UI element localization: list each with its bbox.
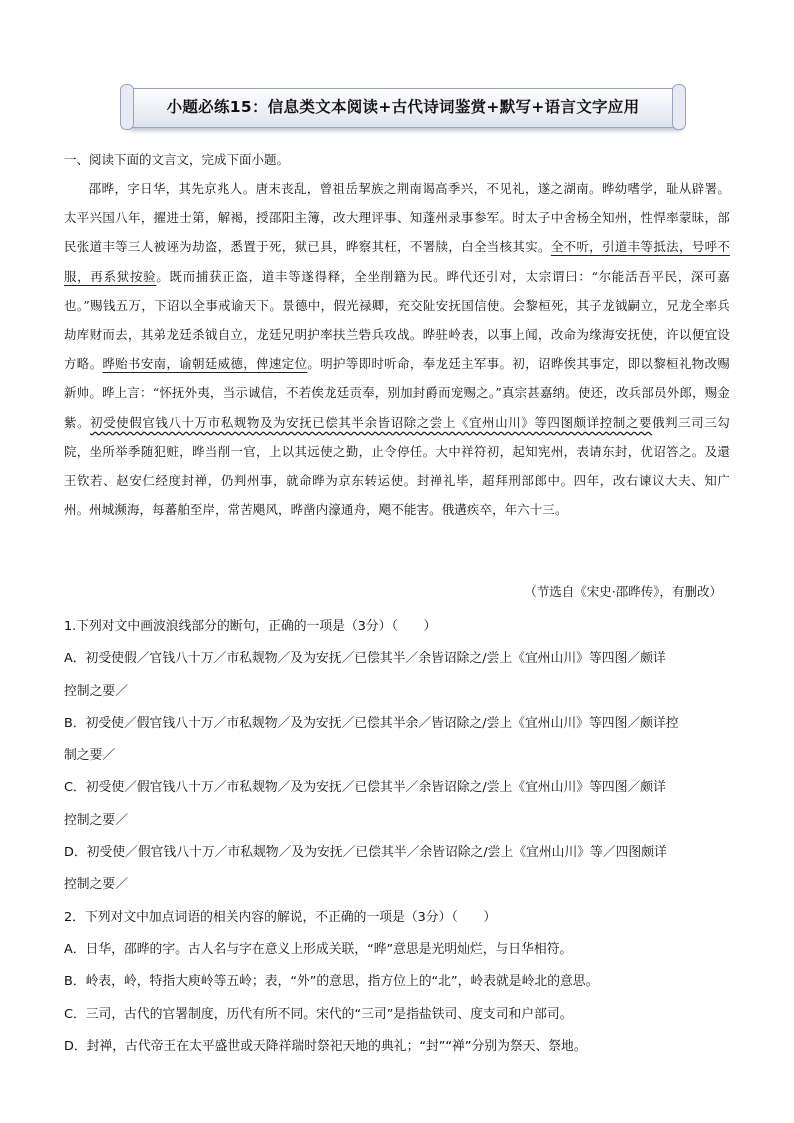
question-1-option-c-cont: 控制之要／ — [64, 812, 128, 828]
underlined-sentence-2: 晔贻书安南，谕朝廷威德，俾速定位 — [102, 356, 308, 372]
question-1-stem: 1.下列对文中画波浪线部分的断句，正确的一项是（3分）（ ） — [64, 619, 437, 634]
question-2-stem: 2．下列对文中加点词语的相关内容的解说，不正确的一项是（3分）（ ） — [64, 909, 497, 925]
classical-passage — [64, 174, 730, 524]
passage-text-4: 俄判三司三勾院，坐所举季随犯赃，晔当削一官，上以其远使之勤，止令停任。大中祥符初，起知宪州，表请东封，优诏答之。及還王钦若、赵安仁经度封禅，仍判州事，就命晔为京东转运使。封禅礼毕，超拜刑部郎中。四年，改右谏议大夫、知广州。州城濒海，每蕃舶至岸，常苦飓风，晔凿内濠通舟，飓不能害。俄遘疾卒，年六十三。 — [64, 414, 730, 518]
question-1-option-a: A．初受使假／官钱八十万／市私觌物／及为安抚／已偿其半／余皆诏除之/尝上《宜州山川》等四图／颇详 — [64, 651, 666, 667]
underlined-sentence-1: 全不听，引道丰等抵法，号呼不服，再系狱按验 — [64, 239, 730, 284]
passage-text-1: 邵晔，字日华，其先京兆人。唐末丧乱，曾祖岳挈族之荆南谒高季兴，不见礼，遂之湖南。晔幼嗜学，耻从辟署。太平兴国八年，擢进士第，解褐，授邵阳主簿，改大理评事、知蓬州录事参军。时太子中舍杨全知州，性悍率蒙昧，部民张道丰等三人被诬为劫盗，悉置于死，狱已具，晔察其枉，不署牍，白全当核其实。 — [64, 181, 730, 255]
title-banner — [120, 84, 686, 130]
questions-block — [64, 611, 730, 1063]
question-2-option-b: B．岭表，岭，特指大庾岭等五岭；表，“外”的意思，指方位上的“北”，岭表就是岭北的意思。 — [64, 974, 599, 990]
question-1-option-d-cont: 控制之要／ — [64, 877, 128, 893]
passage-text-3: 。明护等即时听命，奉龙廷主军事。初，诏晔俟其事定，即以黎桓礼物改赐新帅。晔上言：“怀抚外夷，当示诚信，不若俟龙廷贡奉，别加封爵而宠赐之。”真宗甚嘉纳。使还，改兵部员外郎，赐金紫。 — [64, 356, 730, 430]
section-heading: 一、阅读下面的文言文，完成下面小题。 — [64, 152, 290, 167]
page-title: 小题必练15：信息类文本阅读+古代诗词鉴赏+默写+语言文字应用 — [166, 98, 640, 116]
question-2-option-c: C．三司，古代的官署制度，历代有所不同。宋代的“三司”是指盐铁司、度支司和户部司。 — [64, 1006, 573, 1022]
question-2-option-d: D．封禅，古代帝王在太平盛世或天降祥瑞时祭祀天地的典礼；“封”“禅”分别为祭天、祭地。 — [64, 1038, 587, 1054]
passage-text-2: 。既而捕获正盗，道丰等遂得释，全坐削籍为民。晔代还引对，太宗谓曰：“尔能活吾平民，深可嘉也。”赐钱五万，下诏以全事戒谕天下。景德中，假光禄卿，充交阯安抚国信使。会黎桓死，其子龙钺嗣立，兄龙全率兵劫库财而去，其弟龙廷杀钺自立，龙廷兄明护率扶兰砦兵攻战。晔驻岭表，以事上闻，改命为缘海安抚使，许以便宜设方略。 — [64, 268, 730, 372]
passage-source: （节选自《宋史·邵晔传》，有删改） — [524, 584, 722, 599]
question-1-option-b: B．初受使／假官钱八十万／市私觌物／及为安抚／已偿其半余／皆诏除之/尝上《宜州山川》等四图／颇详控 — [64, 715, 679, 731]
question-1-option-b-cont: 制之要／ — [64, 748, 116, 764]
question-1-option-d: D．初受使／假官钱八十万／市私觌物／及为安抚／已偿其半／余皆诏除之/尝上《宜州山川》等／四图颇详 — [64, 845, 667, 861]
question-2-option-a: A．日华，邵晔的字。古人名与字在意义上形成关联，“晔”意思是光明灿烂，与日华相符。 — [64, 941, 573, 957]
question-1-option-c: C．初受使／假官钱八十万／市私觌物／及为安抚／已偿其半／余皆诏除之/尝上《宜州山川》等四图／颇详 — [64, 780, 666, 796]
question-1-option-a-cont: 控制之要／ — [64, 683, 128, 699]
wavy-underlined-passage: 初受使假官钱八十万市私觌物及为安抚已偿其半余皆诏除之尝上《宜州山川》等四图颇详控制之要 — [90, 414, 653, 430]
